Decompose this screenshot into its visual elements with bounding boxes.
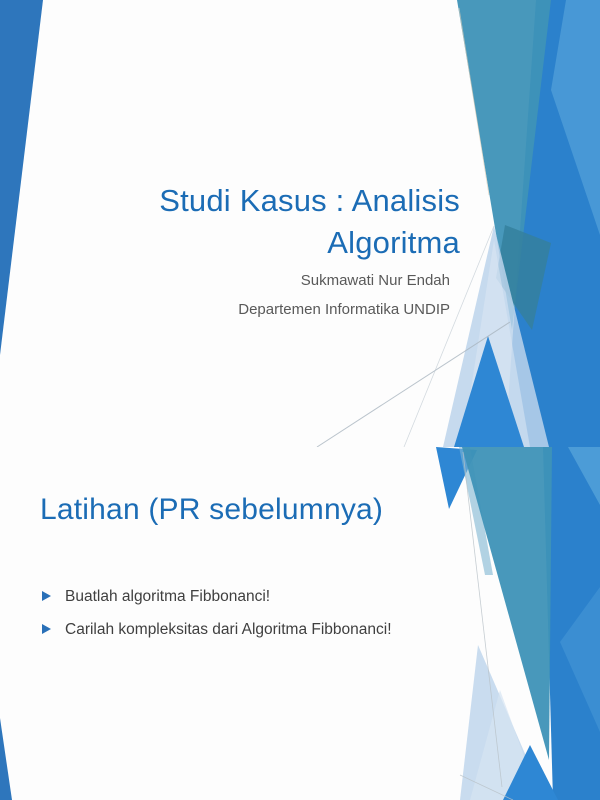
subtitle-department: Departemen Informatika UNDIP [238,301,450,318]
bullet-text: Carilah kompleksitas dari Algoritma Fibbonanci! [65,621,392,638]
bullet-text: Buatlah algoritma Fibbonanci! [65,588,271,605]
bullet-list [40,587,460,653]
slide1-title: Studi Kasus : Analisis Algoritma [159,183,460,261]
slide1-subtitle [110,266,450,324]
bullet-item [40,587,460,606]
slide2-title: Latihan (PR sebelumnya) [40,493,384,526]
slide-page-2 [0,447,600,800]
subtitle-author: Sukmawati Nur Endah [300,272,450,289]
triangle-bullet-icon [42,624,51,634]
triangle-bullet-icon [42,591,51,601]
bullet-item [40,620,460,639]
